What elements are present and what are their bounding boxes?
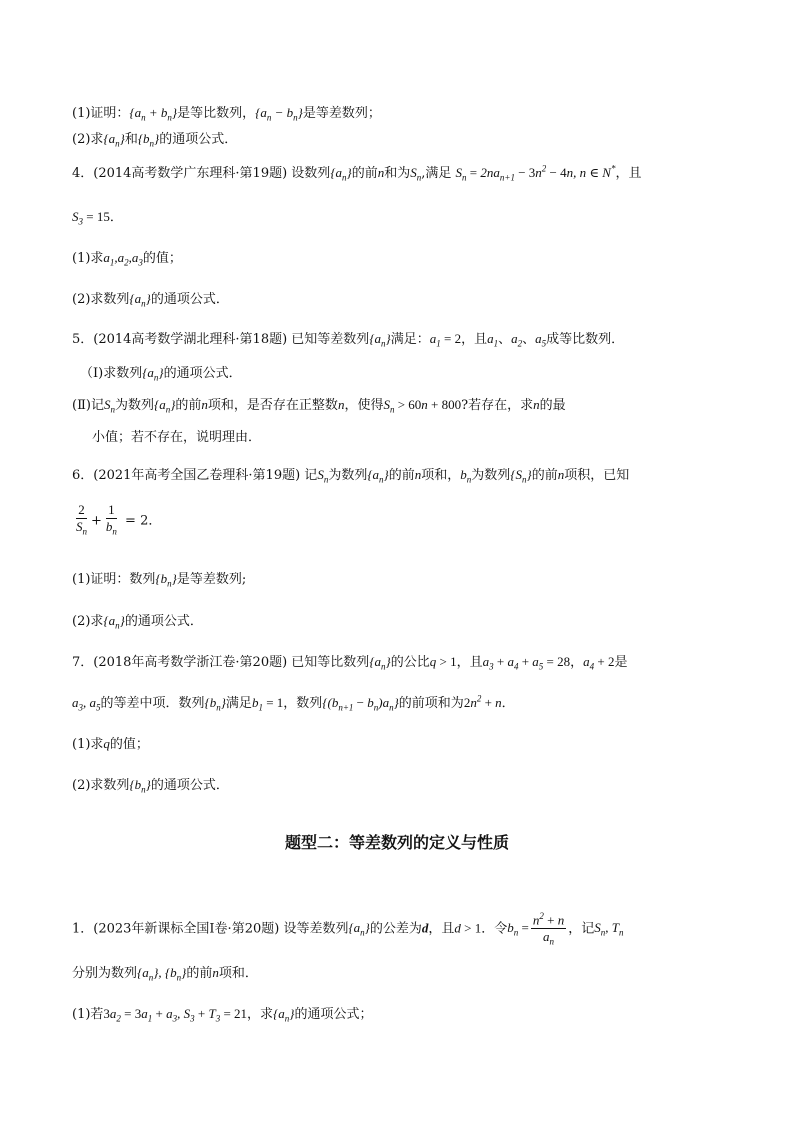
question-6: 6．(2021年高考全国乙卷理科·第19题) 记$S_n$为数列$\{a_n\}$的前n项和，$b_n$为数列$\{S_n\}$的前n项积，已知: [72, 467, 630, 485]
question-5-part1: （Ⅰ)求数列$\{a_n\}$的通项公式．: [80, 365, 242, 383]
question-4-part2: (2)求数列$\{a_n\}$的通项公式．: [72, 291, 229, 309]
question-4: 4．(2014高考数学广东理科·第19题) 设数列$\{a_n\}$的前n和为$S_n$,满足 $S_n = 2na_{n+1} - 3n^2 - 4n$, n ∈ N*，且: [72, 163, 642, 183]
section-question-1-part1: (1)若$3a_2 = 3a_1 + a_3$, $S_3 + T_3 = 21$，求$\{a_n\}$的通项公式；: [72, 1006, 373, 1024]
section-title: 题型二：等差数列的定义与性质: [284, 833, 509, 852]
question-7-part1: (1)求q的值；: [72, 736, 149, 752]
question-5-part2: (Ⅱ)记$S_n$为数列$\{a_n\}$的前n项和，是否存在正整数n，使得$S_n > 60n + 800$?若存在，求n的最: [72, 397, 566, 415]
question-6-part2: (2)求$\{a_n\}$的通项公式．: [72, 613, 203, 631]
question-7-line2: $a_3$, $a_5$的等差中项．数列$\{b_n\}$满足$b_1 = 1$，数列$\{(b_{n+1} - b_n)a_n\}$的前项和为$2n^2 + n$．: [72, 693, 515, 713]
section-question-1-line2: 分别为数列$\{a_n\}$, $\{b_n\}$的前n项和．: [72, 965, 258, 983]
question-7-part2: (2)求数列$\{b_n\}$的通项公式．: [72, 777, 229, 795]
question-6-part1: (1)证明：数列$\{b_n\}$是等差数列;: [72, 571, 247, 589]
question-4-line2: $S_3 = 15$．: [72, 209, 123, 227]
part-2: (2)求$\{a_n\}$和$\{b_n\}$的通项公式．: [72, 131, 238, 149]
question-4-part1: (1)求$a_1,a_2,a_3$的值；: [72, 250, 182, 268]
section-question-1: 1．(2023年新课标全国Ⅰ卷·第20题) 设等差数列$\{a_n\}$的公差为d，且d > 1．令$b_n$ = $\frac{n^2 + n}{a_n}$ ，记$S_n$, $T_n$: [72, 908, 623, 950]
question-7: 7．(2018年高考数学浙江卷·第20题) 已知等比数列$\{a_n\}$的公比q > 1，且$a_3 + a_4 + a_5 = 28$，$a_4 + 2$是: [72, 654, 628, 672]
question-5-part2-line2: 小值；若不存在，说明理由．: [92, 430, 262, 445]
question-6-line2: $\frac{2}{S_n}$ + $\frac{1}{b_n}$ = 2．: [76, 502, 162, 537]
part-1: (1)证明：$\{a_n + b_n\}$是等比数列，$\{a_n - b_n\}$是等差数列；: [72, 105, 381, 123]
question-5: 5．(2014高考数学湖北理科·第18题) 已知等差数列$\{a_n\}$满足：$a_1 = 2$，且$a_1$、$a_2$、$a_5$成等比数列．: [72, 331, 625, 349]
